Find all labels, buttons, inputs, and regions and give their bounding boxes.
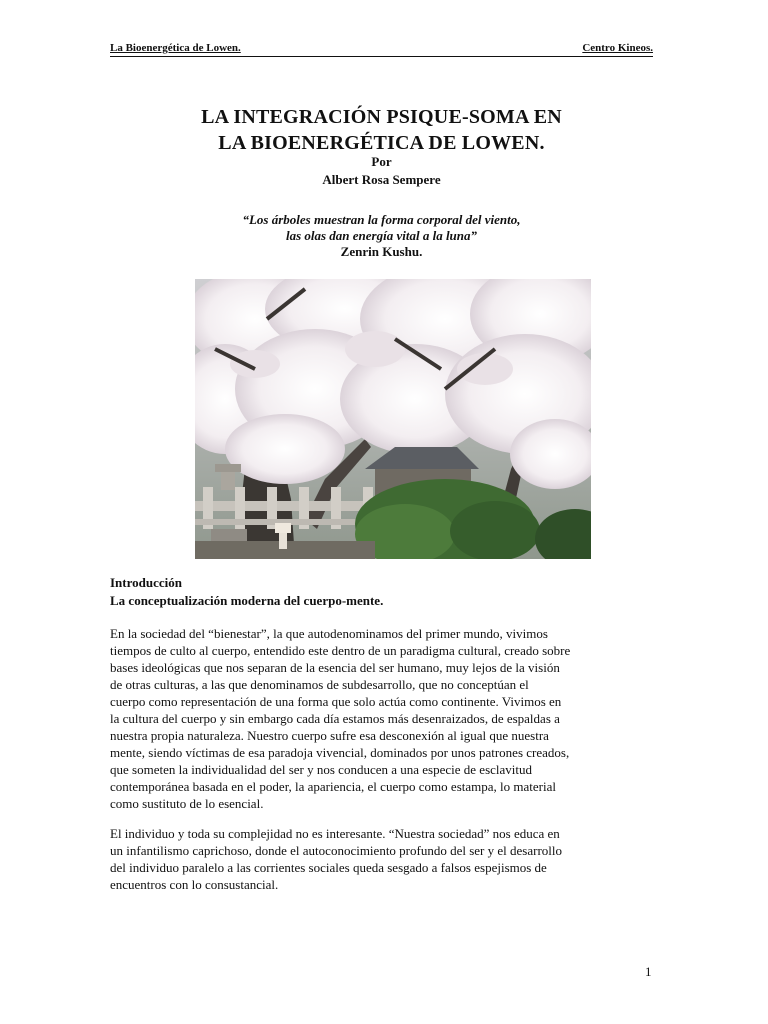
epigraph-line-1: “Los árboles muestran la forma corporal del viento, [242, 212, 521, 227]
paragraph-line: nuestra propia naturaleza. Nuestro cuerpo sufre esa desconexión al igual que nuestra [110, 728, 549, 743]
paragraph-line: tiempos de culto al cuerpo, entendido este dentro de un paradigma cultural, creado sobre [110, 643, 571, 658]
paragraph-line: del individuo paralelo a las corrientes sociales queda sesgado a falsos espejismos de [110, 860, 547, 875]
paragraph-line: cuerpo como representación de una forma que solo actúa como continente. Vivimos en [110, 694, 562, 709]
paragraph-line: como sustituto de lo esencial. [110, 796, 264, 811]
paragraph-1 [110, 625, 653, 812]
paragraph-2 [110, 825, 653, 893]
epigraph [110, 212, 653, 260]
paragraph-line: la cultura del cuerpo y sin embargo cada día estamos más desenraizados, de espaldas a [110, 711, 560, 726]
paragraph-line: En la sociedad del “bienestar”, la que autodenominamos del primer mundo, vivimos [110, 626, 548, 641]
paragraph-line: El individuo y toda su complejidad no es interesante. “Nuestra sociedad” nos educa en [110, 826, 560, 841]
section-title: Introducción [110, 575, 182, 590]
author-name: Albert Rosa Sempere [322, 172, 441, 187]
page-number: 1 [645, 964, 652, 979]
header-left: La Bioenergética de Lowen. [110, 42, 241, 54]
paragraph-line: contemporánea basada en el poder, la apariencia, el cuerpo como estampa, lo material [110, 779, 556, 794]
running-header [110, 42, 653, 54]
paragraph-line: mente, siendo víctimas de esa paradoja vivencial, dominados por unos patrones creados, [110, 745, 570, 760]
section-subtitle: La conceptualización moderna del cuerpo-mente. [110, 593, 384, 608]
title-line-1: LA INTEGRACIÓN PSIQUE-SOMA EN [201, 106, 562, 128]
paragraph-line: encuentros con lo consustancial. [110, 877, 279, 892]
header-right: Centro Kineos. [582, 42, 653, 54]
title-line-2: LA BIOENERGÉTICA DE LOWEN. [218, 132, 545, 154]
byline [110, 153, 653, 189]
document-title [110, 104, 653, 156]
epigraph-line-2: las olas dan energía vital a la luna” [285, 228, 478, 243]
header-rule [110, 56, 653, 57]
byline-por: Por [371, 154, 392, 169]
paragraph-line: un infantilismo caprichoso, donde el autoconocimiento profundo del ser y el desarrollo [110, 843, 562, 858]
paragraph-line: de otras culturas, a las que denominamos de subdesarrollo, que no conceptúan el [110, 677, 529, 692]
epigraph-attribution: Zenrin Kushu. [340, 244, 423, 259]
paragraph-line: bases ideológicas que nos separan de la esencia del ser humano, muy lejos de la visión [110, 660, 560, 675]
paragraph-line: que someten la individualidad del ser y nos conducen a una especie de esclavitud [110, 762, 532, 777]
cherry-blossom-photo [195, 279, 591, 559]
section-heading [110, 574, 653, 610]
